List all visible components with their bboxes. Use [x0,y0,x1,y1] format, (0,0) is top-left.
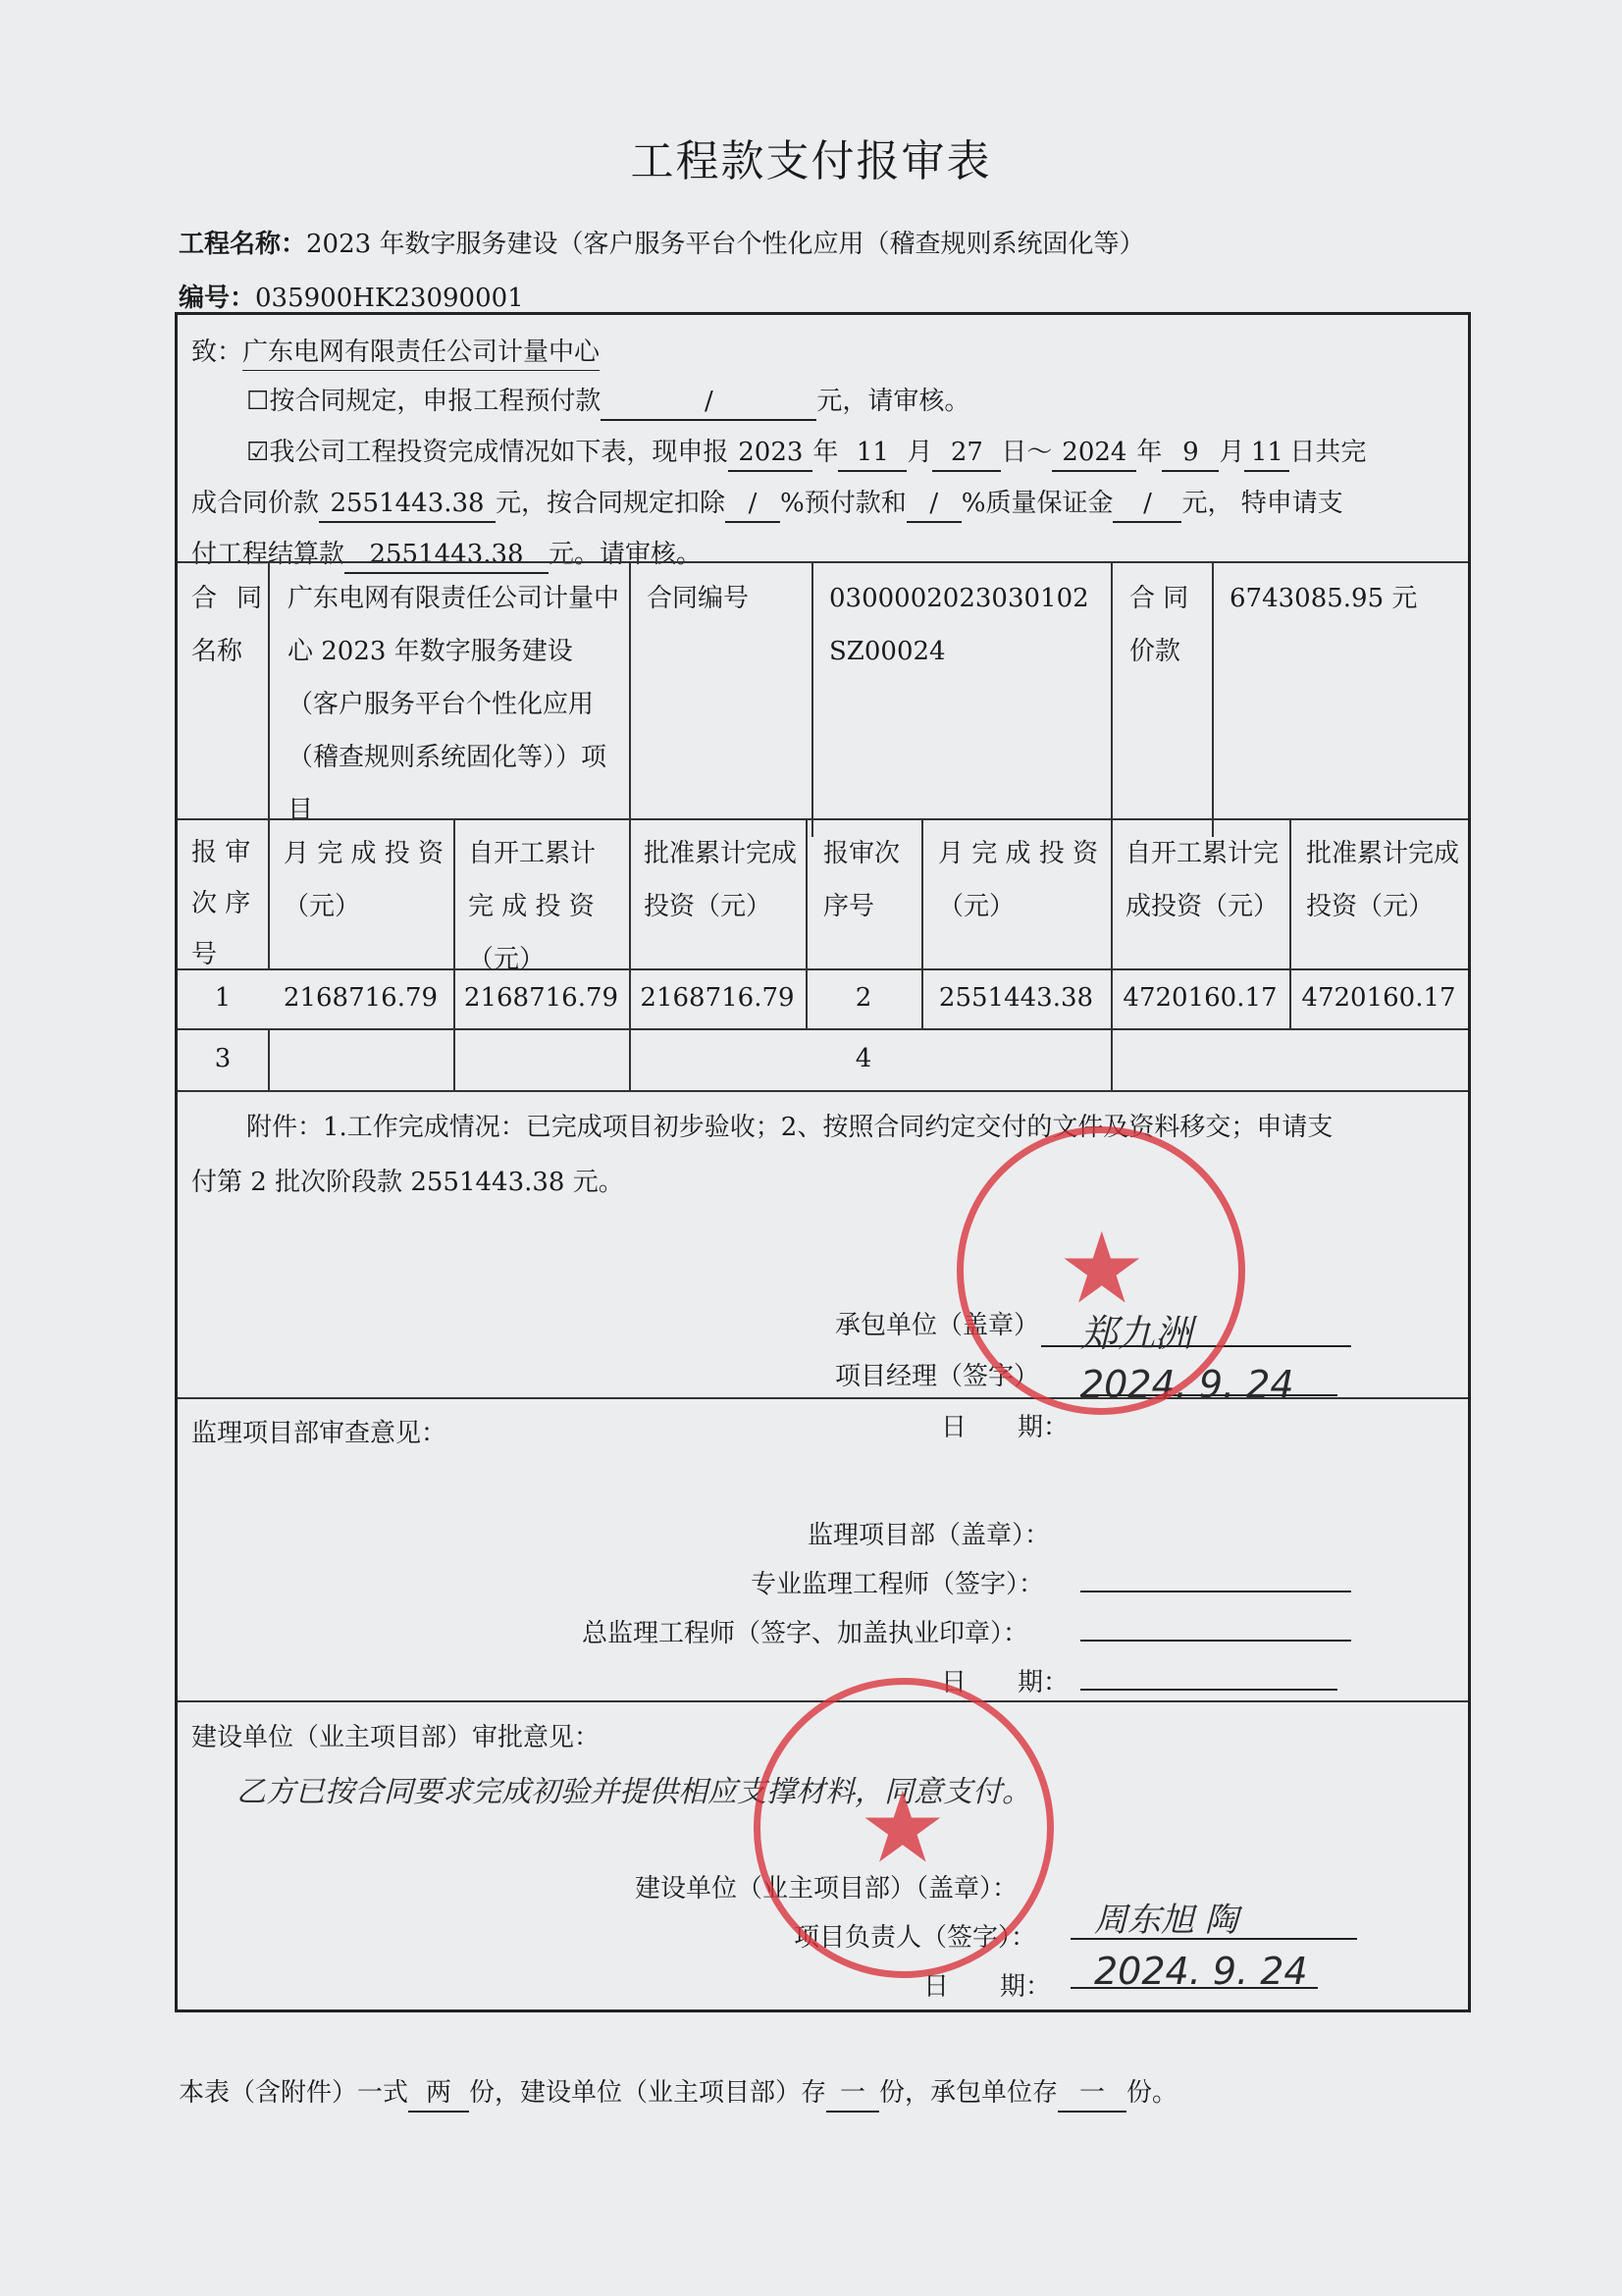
period-start-year: 2023 [728,435,812,472]
checkbox-unchecked-icon[interactable]: ☐ [246,387,270,416]
leader-label: 项目负责人（签字）： [794,1923,1037,1953]
project-name-label: 工程名称： [179,230,307,259]
contract-price-label: 合 同 价款 [1129,584,1189,666]
owner-unit-label: 建设单位（业主项目部）（盖章）： [635,1874,1019,1904]
table-cell: 4720160.17 [1123,983,1278,1013]
contract-name-label: 合 同 名称 [191,584,262,666]
supervision-engineer-label: 专业监理工程师（签字）： [751,1570,1045,1599]
table-cell: 4 [855,1044,872,1073]
addressee-value: 广东电网有限责任公司计量中心 [242,335,600,371]
th-approved-2: 批准累计完成投资（元） [1306,839,1460,921]
supervision-dept-label: 监理项目部（盖章）： [808,1521,1051,1550]
document-title: 工程款支付报审表 [630,136,992,186]
th-cum-2: 自开工累计完成投资（元） [1125,839,1280,921]
contract-no-label: 合同编号 [647,584,750,613]
contractor-unit-label: 承包单位（盖章） [835,1311,1040,1340]
table-cell: 1 [214,983,232,1013]
pm-label: 项目经理（签字） [835,1362,1040,1391]
table-cell: 2551443.38 [938,983,1094,1013]
footer-note: 本表（含附件）一式 两 份，建设单位（业主项目部）存 一 份，承包单位存 一 份。 [179,2072,1177,2113]
checkbox-checked-icon[interactable]: ☑ [246,438,270,467]
table-cell: 2168716.79 [640,983,795,1013]
supervision-date-label: 日 期： [941,1668,1070,1697]
table-cell: 2168716.79 [283,983,439,1013]
contractor-seal [957,1126,1245,1415]
chief-engineer-label: 总监理工程师（签字、加盖执业印章）： [582,1619,1029,1648]
th-approved-1: 批准累计完成投资（元） [644,839,798,921]
leader-signature: 周东旭 陶 [1094,1901,1238,1940]
project-name-line [179,224,1144,260]
star-icon: ★ [1058,1211,1146,1326]
contractor-date: 2024. 9. 24 [1080,1363,1294,1406]
table-cell: 3 [214,1044,232,1073]
supervision-heading: 监理项目部审查意见： [191,1419,447,1448]
contract-no-value: 0300002023030102SZ00024 [829,584,1089,666]
table-cell: 2168716.79 [463,983,619,1013]
owner-date: 2024. 9. 24 [1094,1950,1308,1993]
pm-signature: 郑九洲 [1080,1312,1193,1355]
owner-seal [754,1678,1054,1978]
th-month-2: 月 完 成 投 资 （元） [938,839,1099,921]
table-cell: 4720160.17 [1301,983,1456,1013]
period-end-day: 11 [1244,435,1289,472]
period-end-month: 9 [1162,435,1219,472]
warranty-amount: / [1113,486,1181,523]
option-progress: ☑我公司工程投资完成情况如下表，现申报 2023 年 11 月 27 日～ 2024 年 9 月 11 日共完 [246,427,1366,478]
contract-price-value: 6743085.95 元 [1230,584,1418,613]
advance-amount: / [601,384,816,421]
number-value: 035900HK23090001 [255,284,524,313]
period-start-month: 11 [838,435,907,472]
owner-heading: 建设单位（业主项目部）审批意见： [191,1723,601,1752]
owner-date-label: 日 期： [923,1972,1052,2002]
number-label: 编号： [179,284,256,313]
settlement-amount: 2551443.38 [344,537,549,574]
option-advance: ☐按合同规定，申报工程预付款 / 元，请审核。 [246,376,969,427]
addressee: 致：广东电网有限责任公司计量中心 [191,327,600,378]
number-line [179,278,524,314]
star-icon: ★ [859,1770,947,1885]
attachment-line1: 附件：1.工作完成情况：已完成项目初步验收；2、按照合同约定交付的文件及资料移交；申请支 [246,1113,1334,1142]
period-start-day: 27 [932,435,1001,472]
th-seq-1: 报 审 次 序 号 [191,838,251,969]
attachment-line2: 付第 2 批次阶段款 2551443.38 元。 [191,1168,624,1197]
warranty-pct: / [907,486,962,523]
option-progress-line3: 付工程结算款 2551443.38 元。请审核。 [191,529,702,580]
th-cum-1: 自开工累计完 成 投 资 （元） [468,839,597,974]
option-progress-line2: 成合同价款 2551443.38 元，按合同规定扣除 / %预付款和 / %质量保证金 / 元， 特申请支 [191,478,1343,529]
advance-pct: / [725,486,780,523]
contractor-date-label: 日 期： [941,1413,1070,1442]
project-name-value: 2023 年数字服务建设（客户服务平台个性化应用（稽查规则系统固化等） [306,230,1145,259]
completed-amount: 2551443.38 [319,486,496,523]
th-seq-2: 报审次序号 [823,839,901,921]
owner-opinion: 乙方已按合同要求完成初验并提供相应支撑材料，同意支付。 [236,1775,1031,1809]
table-cell: 2 [855,983,872,1013]
contract-name-value: 广东电网有限责任公司计量中心 2023 年数字服务建设（客户服务平台个性化应用（稽查规则系统固化等））项目 [288,584,620,825]
th-month-1: 月 完 成 投 资 （元） [284,839,445,921]
period-end-year: 2024 [1052,435,1136,472]
